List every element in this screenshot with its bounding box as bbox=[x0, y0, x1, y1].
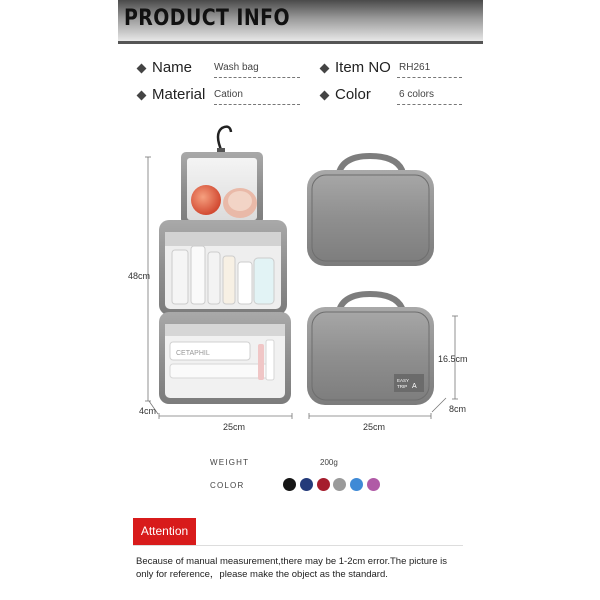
dimension-closed-depth: 8cm bbox=[449, 404, 467, 414]
sponge-puff bbox=[191, 185, 221, 215]
closed-bag-top bbox=[307, 156, 434, 266]
dimension-open-height: 48cm bbox=[128, 271, 151, 281]
color-swatch bbox=[367, 478, 380, 491]
closed-bag-side bbox=[307, 294, 434, 405]
color-swatch bbox=[300, 478, 313, 491]
color-label: COLOR bbox=[210, 481, 245, 490]
measurement-note: Because of manual measurement,there may be 1-2cm error.The picture is only for reference，please make the object as the standard. bbox=[136, 556, 448, 580]
dimension-closed-width: 25cm bbox=[363, 422, 386, 432]
weight-value: 200g bbox=[320, 458, 338, 467]
spec-label: Material bbox=[152, 86, 206, 103]
spec-value: Cation bbox=[214, 89, 243, 100]
svg-text:A: A bbox=[412, 383, 417, 390]
spec-value: RH261 bbox=[399, 62, 431, 73]
spec-value: Wash bag bbox=[214, 62, 259, 73]
attention-divider bbox=[133, 545, 463, 546]
brand-tag bbox=[394, 374, 424, 392]
spec-label: Name bbox=[152, 59, 193, 76]
svg-text:TRIP: TRIP bbox=[397, 384, 408, 389]
color-swatch bbox=[317, 478, 330, 491]
open-bag bbox=[159, 127, 291, 404]
spec-value: 6 colors bbox=[399, 89, 435, 100]
dimension-open-depth: 4cm bbox=[139, 406, 157, 416]
spec-label: Item NO bbox=[335, 59, 391, 76]
mesh-text: CETAPHIL bbox=[176, 350, 210, 357]
weight-label: WEIGHT bbox=[210, 458, 250, 467]
dimension-closed-height: 16.5cm bbox=[438, 354, 468, 364]
dimension-open-width: 25cm bbox=[223, 422, 246, 432]
color-swatch bbox=[283, 478, 296, 491]
svg-text:EASY: EASY bbox=[397, 378, 410, 383]
attention-badge: Attention bbox=[133, 518, 196, 545]
spec-label: Color bbox=[335, 86, 371, 103]
page-title: PRODUCT INFO bbox=[124, 6, 291, 31]
